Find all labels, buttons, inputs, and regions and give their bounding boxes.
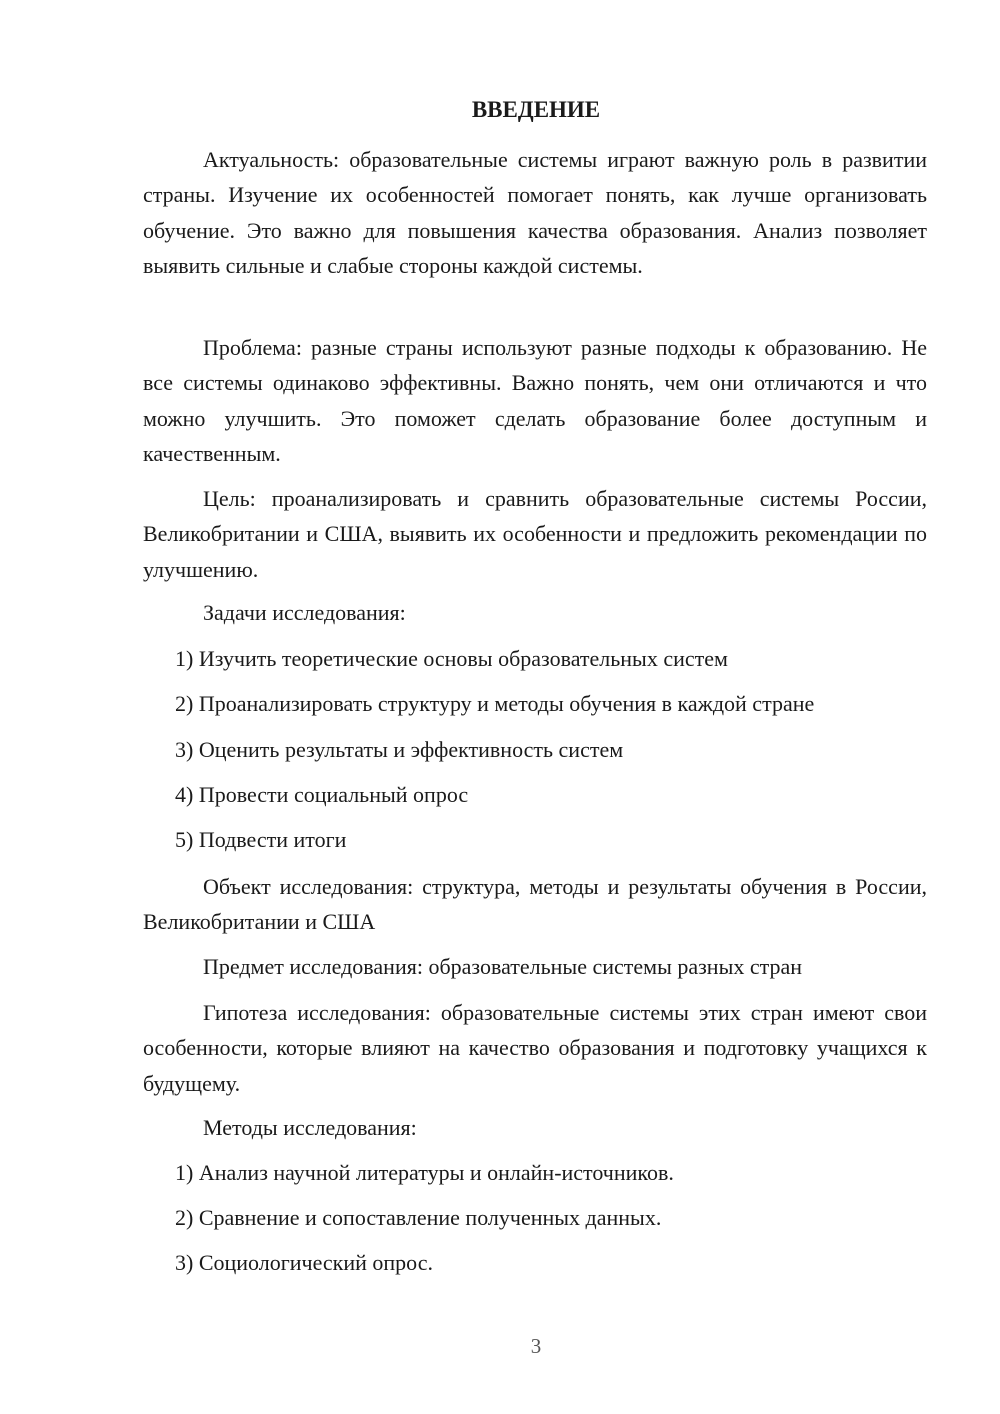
task-item: 4) Провести социальный опрос (175, 782, 469, 807)
method-item: 2) Сравнение и сопоставление полученных данных. (175, 1205, 662, 1230)
method-item: 1) Анализ научной литературы и онлайн-источников. (175, 1160, 674, 1185)
method-item: 3) Социологический опрос. (175, 1250, 433, 1275)
task-item: 5) Подвести итоги (175, 827, 347, 852)
subject-line: Предмет исследования: образовательные системы разных стран (203, 954, 803, 979)
tasks-heading: Задачи исследования: (203, 600, 406, 625)
page-number: 3 (530, 1334, 542, 1358)
goal-paragraph: Цель: проанализировать и сравнить образовательные системы России, Великобритании и США, выявить их особенности и предложить рекомендации по улучшению. (143, 486, 927, 582)
relevance-paragraph: Актуальность: образовательные системы играют важную роль в развитии страны. Изучение их особенностей помогает понять, как лучше организовать обучение. Это важно для повышения качества образования. Анализ позволяет выявить сильные и слабые стороны каждой системы. (143, 147, 927, 278)
methods-heading: Методы исследования: (203, 1115, 417, 1140)
object-paragraph: Объект исследования: структура, методы и результаты обучения в России, Великобритании и США (143, 874, 927, 935)
problem-paragraph: Проблема: разные страны используют разные подходы к образованию. Не все системы одинаково эффективны. Важно понять, чем они отличаются и что можно улучшить. Это поможет сделать образование более доступным и качественным. (143, 335, 927, 466)
task-item: 3) Оценить результаты и эффективность систем (175, 737, 624, 762)
hypothesis-paragraph: Гипотеза исследования: образовательные системы этих стран имеют свои особенности, которые влияют на качество образования и подготовку учащихся к будущему. (143, 1000, 927, 1096)
task-item: 1) Изучить теоретические основы образовательных систем (175, 646, 728, 671)
task-item: 2) Проанализировать структуру и методы обучения в каждой стране (175, 691, 815, 716)
page-title: ВВЕДЕНИЕ (471, 97, 601, 122)
